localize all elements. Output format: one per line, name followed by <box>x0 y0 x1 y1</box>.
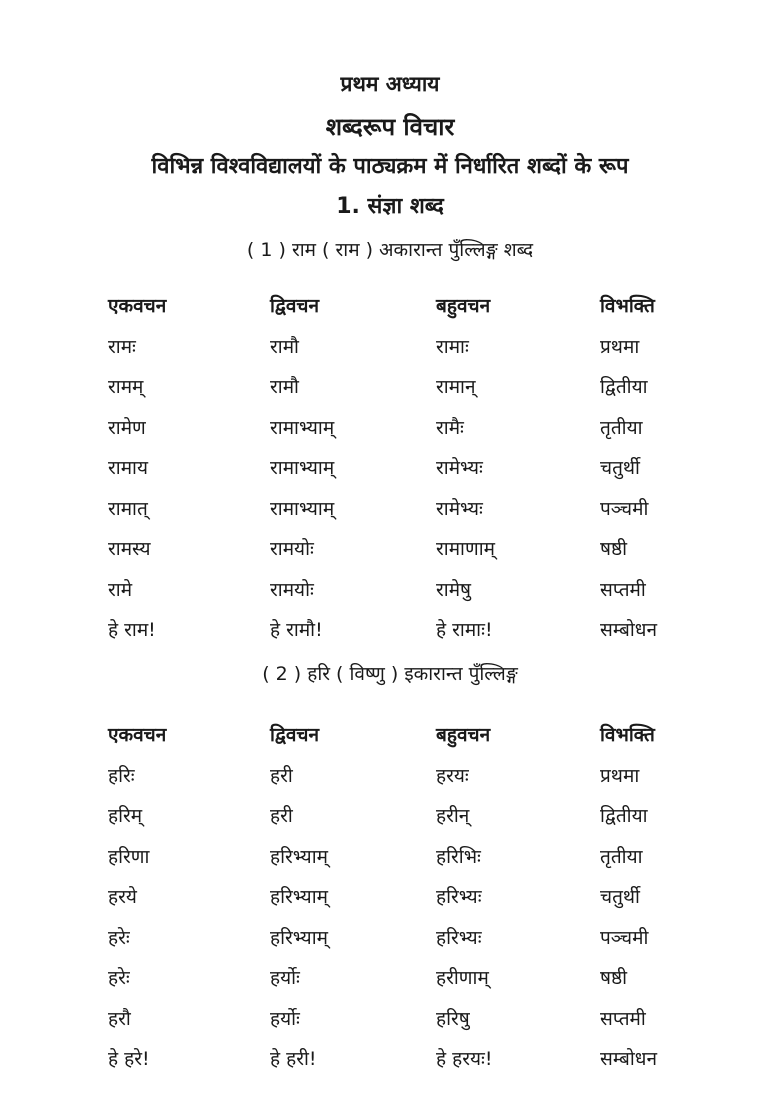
table-row <box>108 609 708 650</box>
table-cell: चतुर्थी <box>600 886 640 909</box>
table-cell: हरीन् <box>436 805 470 828</box>
table-cell: हरिभ्याम् <box>270 926 328 949</box>
table-cell: रामौ <box>270 335 299 358</box>
table-cell: हरीणाम् <box>436 967 489 990</box>
table-cell: रामस्य <box>108 538 151 561</box>
table-cell: रामयोः <box>270 578 314 601</box>
table-cell: पञ्चमी <box>600 926 649 949</box>
table-cell: रामान् <box>436 376 476 399</box>
table-row <box>108 917 708 958</box>
table-row <box>108 836 708 877</box>
table-cell: हे हरे! <box>108 1048 150 1071</box>
table-cell: हरिः <box>108 764 135 787</box>
table-cell: हे रामौ! <box>270 619 323 642</box>
table-cell: रामाभ्याम् <box>270 497 335 520</box>
table-cell: द्वितीया <box>600 376 648 399</box>
table-row <box>108 795 708 836</box>
table-cell: तृतीया <box>600 416 643 439</box>
column-header: एकवचन <box>108 295 167 318</box>
table-cell: रामैः <box>436 416 464 439</box>
table-cell: रामेभ्यः <box>436 457 483 480</box>
table-row <box>108 1038 708 1079</box>
table-row <box>108 407 708 448</box>
page-subtitle: विभिन्न विश्वविद्यालयों के पाठ्यक्रम में निर्धारित शब्दों के रूप <box>151 154 629 179</box>
table-row <box>108 326 708 367</box>
table-cell: हे रामाः! <box>436 619 493 642</box>
table-row <box>108 528 708 569</box>
table-row <box>108 957 708 998</box>
table-row <box>108 755 708 796</box>
table-cell: तृतीया <box>600 845 643 868</box>
table-row <box>108 366 708 407</box>
table-cell: रामेण <box>108 416 146 439</box>
column-header: बहुवचन <box>436 295 491 318</box>
section-heading: 1. संज्ञा शब्द <box>336 194 444 219</box>
table-cell: रामम् <box>108 376 144 399</box>
column-header: एकवचन <box>108 724 167 747</box>
table-cell: हरिभ्यः <box>436 926 482 949</box>
table-cell: प्रथमा <box>600 335 640 358</box>
table-cell: षष्ठी <box>600 538 628 561</box>
table-cell: सम्बोधन <box>600 1048 658 1071</box>
table-cell: हरिम् <box>108 805 143 828</box>
table-cell: रामाः <box>436 335 469 358</box>
table-cell: हे हरी! <box>270 1048 317 1071</box>
table-cell: हरिषु <box>436 1007 470 1030</box>
table-cell: हरेः <box>108 926 130 949</box>
column-header: विभक्ति <box>600 295 655 318</box>
declension-table-hari <box>108 714 708 1079</box>
table-cell: हरिभ्याम् <box>270 845 328 868</box>
table-cell: सम्बोधन <box>600 619 658 642</box>
column-header: द्विवचन <box>270 724 320 747</box>
table-cell: रामेभ्यः <box>436 497 483 520</box>
table-cell: सप्तमी <box>600 1007 646 1030</box>
table-cell: रामाय <box>108 457 148 480</box>
table-cell: रामौ <box>270 376 299 399</box>
table-cell: हरिभिः <box>436 845 481 868</box>
table-cell: रामः <box>108 335 136 358</box>
table-header-row <box>108 714 708 755</box>
table-cell: रामाभ्याम् <box>270 457 335 480</box>
table-cell: हरिभ्याम् <box>270 886 328 909</box>
table-cell: हरयः <box>436 764 469 787</box>
table-row <box>108 488 708 529</box>
table-cell: हरये <box>108 886 137 909</box>
table-cell: हे राम! <box>108 619 156 642</box>
table-cell: हरिभ्यः <box>436 886 482 909</box>
table-cell: द्वितीया <box>600 805 648 828</box>
table-cell: रामाभ्याम् <box>270 416 335 439</box>
table-cell: रामे <box>108 578 133 601</box>
table-row <box>108 998 708 1039</box>
table-cell: हे हरयः! <box>436 1048 493 1071</box>
table-cell: रामाणाम् <box>436 538 495 561</box>
table-cell: रामयोः <box>270 538 314 561</box>
table-cell: हरी <box>270 805 293 828</box>
column-header: विभक्ति <box>600 724 655 747</box>
table-cell: रामेषु <box>436 578 472 601</box>
table-cell: प्रथमा <box>600 764 640 787</box>
page-title: शब्दरूप विचार <box>325 113 455 141</box>
declension-table-ram <box>108 285 708 650</box>
table-row <box>108 569 708 610</box>
table-row <box>108 876 708 917</box>
column-header: द्विवचन <box>270 295 320 318</box>
table-cell: रामात् <box>108 497 148 520</box>
table-cell: हर्योः <box>270 967 300 990</box>
table-cell: षष्ठी <box>600 967 628 990</box>
table-row <box>108 447 708 488</box>
table-cell: पञ्चमी <box>600 497 649 520</box>
table-cell: चतुर्थी <box>600 457 640 480</box>
table-cell: हरिणा <box>108 845 150 868</box>
table-header-row <box>108 285 708 326</box>
table-cell: सप्तमी <box>600 578 646 601</box>
table-cell: हर्योः <box>270 1007 300 1030</box>
table-2-heading: ( 2 ) हरि ( विष्णु ) इकारान्त पुँल्लिङ्ग <box>262 663 518 685</box>
table-1-heading: ( 1 ) राम ( राम ) अकारान्त पुँल्लिङ्ग शब्द <box>246 239 534 261</box>
column-header: बहुवचन <box>436 724 491 747</box>
table-cell: हरेः <box>108 967 130 990</box>
table-cell: हरी <box>270 764 293 787</box>
chapter-heading: प्रथम अध्याय <box>340 72 440 96</box>
table-cell: हरौ <box>108 1007 131 1030</box>
